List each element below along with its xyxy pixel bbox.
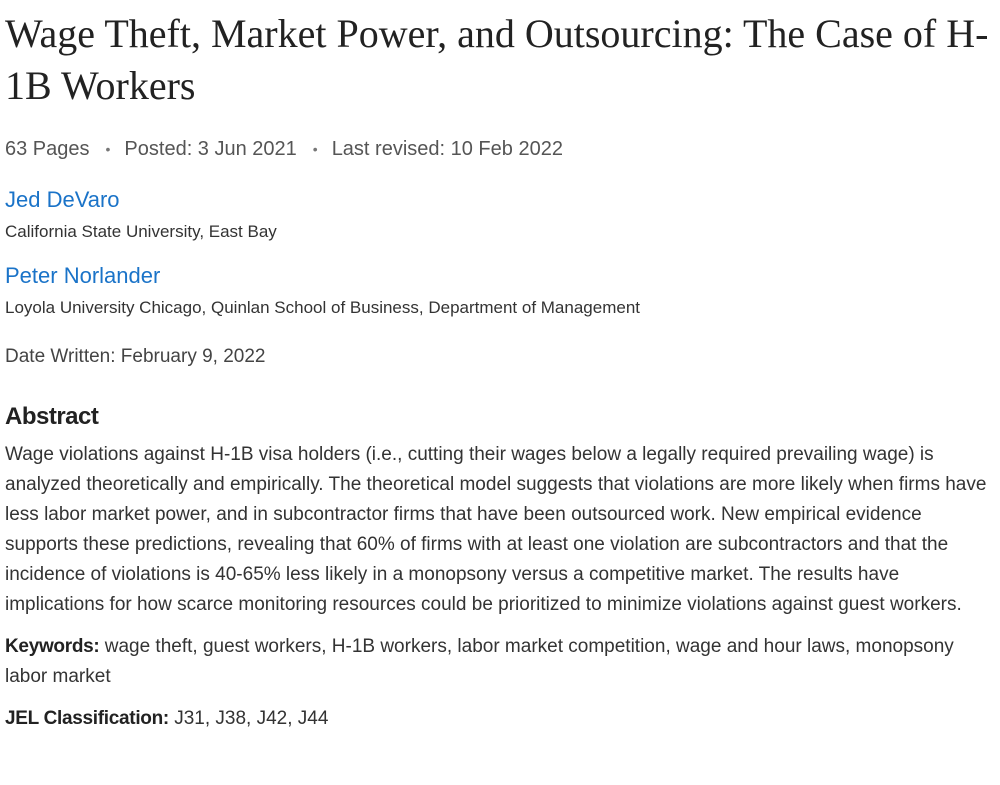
author-link-jed-devaro[interactable]: Jed DeVaro — [5, 187, 120, 212]
author-block — [5, 186, 990, 244]
author-block — [5, 262, 990, 320]
revised-date: Last revised: 10 Feb 2022 — [331, 138, 563, 160]
paper-page — [5, 0, 990, 734]
posted-date: Posted: 3 Jun 2021 — [124, 138, 297, 160]
author-affiliation: California State University, East Bay — [5, 222, 277, 241]
paper-title: Wage Theft, Market Power, and Outsourcing: The Case of H-1B Workers — [5, 11, 989, 108]
keywords-value: wage theft, guest workers, H-1B workers, labor market competition, wage and hour laws, monopsony labor market — [5, 636, 954, 687]
jel-value: J31, J38, J42, J44 — [174, 708, 329, 729]
date-written: Date Written: February 9, 2022 — [5, 346, 266, 367]
author-affiliation: Loyola University Chicago, Quinlan School of Business, Department of Management — [5, 298, 641, 317]
keywords — [5, 632, 990, 692]
bullet-separator: • — [312, 141, 318, 157]
jel-label: JEL Classification: — [5, 708, 169, 729]
jel-classification — [5, 704, 990, 734]
keywords-label: Keywords: — [5, 636, 100, 657]
abstract-heading: Abstract — [5, 403, 99, 430]
abstract-text: Wage violations against H-1B visa holders (i.e., cutting their wages below a legally required prevailing wage) is analyzed theoretically and empirically. The theoretical model suggests that violations are more likely when firms have less labor market power, and in subcontractor firms that have been outsourced work. New empirical evidence supports these predictions, revealing that 60% of firms with at least one violation are subcontractors and that the incidence of violations is 40-65% less likely in a monopsony versus a competitive market. The results have implications for how scarce monitoring resources could be prioritized to minimize violations against guest workers. — [5, 444, 987, 615]
bullet-separator: • — [105, 141, 111, 157]
page-count: 63 Pages — [5, 138, 90, 160]
paper-meta — [5, 136, 990, 162]
author-link-peter-norlander[interactable]: Peter Norlander — [5, 263, 161, 288]
